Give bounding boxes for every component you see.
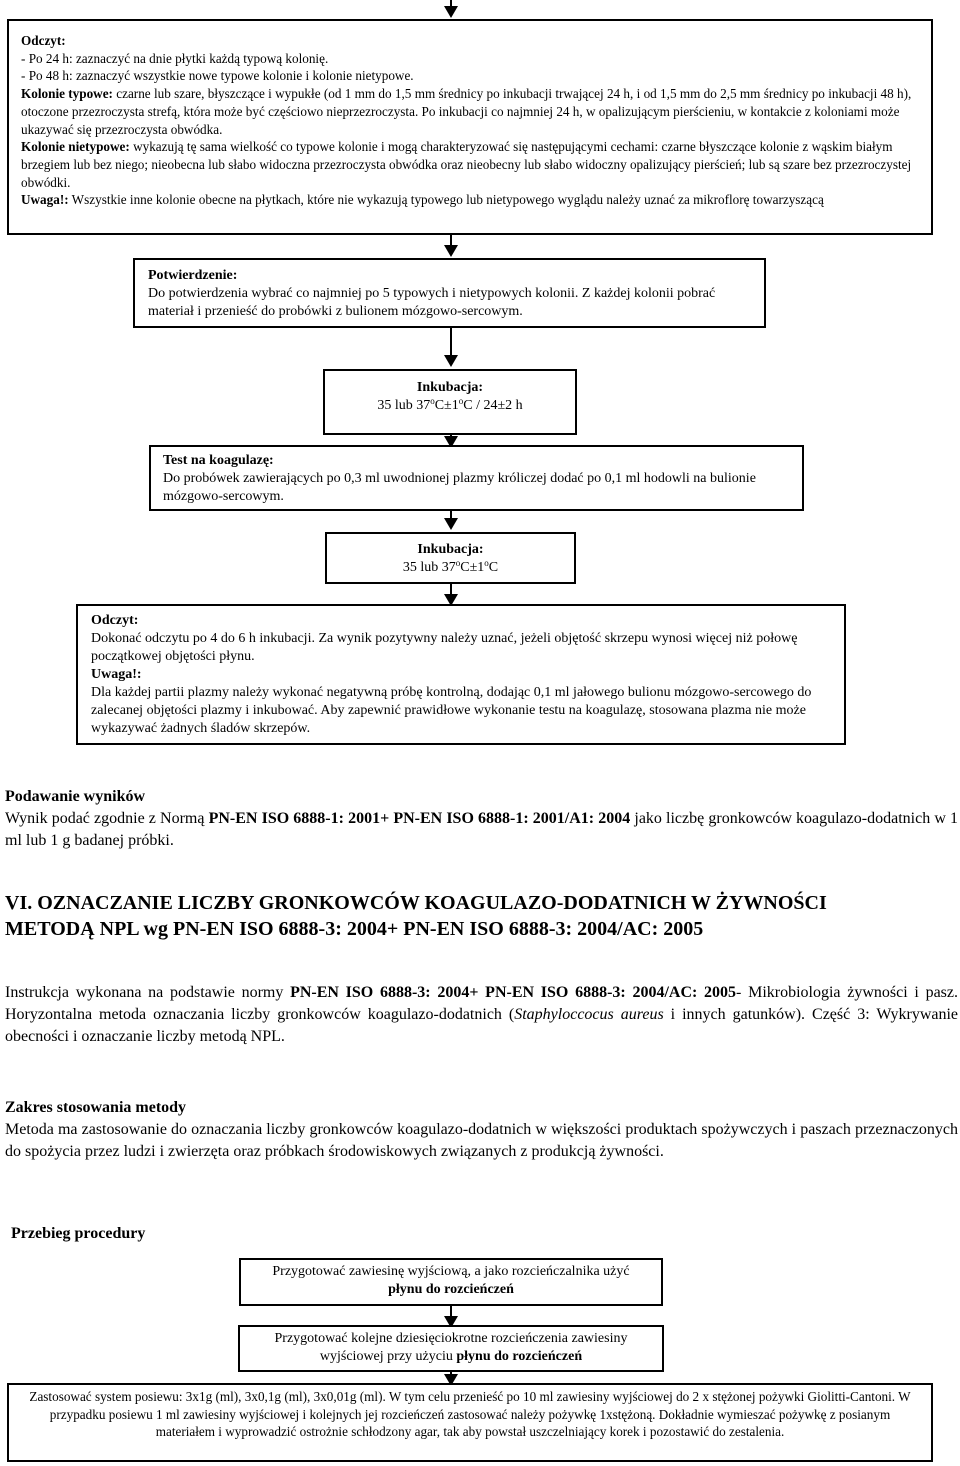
result-note-text: Dla każdej partii plazmy należy wykonać negatywną próbę kontrolną, dodając 0,1 ml jałowego bulionu mózgowo-sercowego do zalecanej objętości plazmy i inkubować. Aby zapewnić prawidłowe wykonanie testu na koagulazę, stosowana plazma nie może wykazywać żadnych śladów skrzepów. [91,685,812,736]
confirmation-text: Do potwierdzenia wybrać co najmniej po 5 typowych i nietypowych kolonii. Z każdej kolonii pobrać materiał i przenieść do probówki z bulionem mózgowo-sercowym. [148,286,716,319]
typical-colonies-text: czarne lub szare, błyszczące i wypukłe (od 1 mm do 1,5 mm średnicy po inkubacji trwającej 24 h, i od 1,5 mm do 2,5 mm średnicy po inkubacji 48 h), otoczone przezroczysta strefą, która może być częściowo nieprzezroczysta. Po inkubacji co najmniej 24 h, w opalizującym pierścieniu, w kontakcie z koloniami może ukazywać się przezroczysta obwódka. [21,86,912,137]
procedure-step-3 [7,1383,933,1462]
atypical-colonies-paragraph [21,138,921,191]
reading-line-48h: - Po 48 h: zaznaczyć wszystkie nowe typowe kolonie i kolonie nietypowe. [21,68,414,84]
arrow-icon [444,245,458,257]
arrow-icon [444,6,458,18]
procedure-step-2-text: Przygotować kolejne dziesięciokrotne rozcieńczenia zawiesiny wyjściowej przy użyciu płynu do rozcieńczeń [274,1331,628,1364]
note-label: Uwaga!: [21,192,69,208]
section-heading-line-2: METODĄ NPL wg PN-EN ISO 6888-3: 2004+ PN-EN ISO 6888-3: 2004/AC: 2005 [5,918,704,940]
incubation-box [323,369,577,435]
incubation-conditions: 35 lub $37^oC\pm 1^oC / 24\pm 2$ h [377,396,523,413]
incubation-heading: Inkubacja: [417,542,484,557]
scope-section [5,1097,958,1163]
procedure-step-1-bold: płynu do rozcieńczeń [388,1282,514,1297]
reading-box [7,19,933,235]
result-reading-heading: Odczyt: [91,613,139,628]
instruction-paragraph: Instrukcja wykonana na podstawie normy PN-EN ISO 6888-3: 2004+ PN-EN ISO 6888-3: 2004/AC: 2005- Mikrobiologia żywności i pasz. Horyzontalna metoda oznaczania liczby gronkowców koagulazo-dodatnich (Staphyloccocus aureus i innych gatunków). Część 3: Wykrywanie obecności i oznaczanie liczby metodą NPL. [5,984,959,1045]
section-heading [5,890,958,942]
reading-heading: Odczyt: [21,33,66,48]
results-paragraph: Wynik podać zgodnie z Normą PN-EN ISO 6888-1: 2001+ PN-EN ISO 6888-1: 2001/A1: 2004 jako liczbę gronkowców koagulazo-dodatnich w 1 ml lub 1 g badanej próbki. [5,810,958,849]
result-reading-text: Dokonać odczytu po 4 do 6 h inkubacji. Za wynik pozytywny należy uznać, jeżeli objętość skrzepu wynosi więcej niż połowę początkowej objętości płynu. [91,631,798,664]
atypical-colonies-label: Kolonie nietypowe: [21,139,130,155]
arrow-icon [444,518,458,530]
procedure-heading: Przebieg procedury [11,1225,146,1242]
arrow-icon [444,355,458,367]
incubation-conditions: 35 lub $37^oC\pm 1^oC$ [402,558,499,575]
scope-heading: Zakres stosowania metody [5,1099,187,1116]
results-heading: Podawanie wyników [5,788,146,805]
connector-line [450,328,452,358]
confirmation-box [133,258,766,328]
section-heading-line-1: VI. OZNACZANIE LICZBY GRONKOWCÓW KOAGULAZO-DODATNICH W ŻYWNOŚCI [5,892,827,914]
result-note-label: Uwaga!: [91,667,142,682]
note-text: Wszystkie inne kolonie obecne na płytkach, które nie wykazują typowego lub nietypowego wyglądu należy uznać za mikroflorę towarzyszącą [68,192,824,208]
incubation-heading: Inkubacja: [416,380,484,395]
coagulase-test-text: Do probówek zawierających po 0,3 ml uwodnionej plazmy króliczej dodać po 0,1 ml hodowli na bulionie mózgowo-sercowym. [163,471,756,504]
procedure-step-1 [239,1258,663,1306]
note-paragraph [21,191,921,209]
result-reading-box [76,604,846,745]
incubation-box-2 [325,532,576,584]
typical-colonies-label: Kolonie typowe: [21,86,113,102]
procedure-step-2 [238,1325,664,1372]
atypical-colonies-text: wykazują tę sama wielkość co typowe kolonie i mogą charakteryzować się następującymi cechami: czarne błyszczące kolonie z wąskim białym brzegiem lub bez niego; nieobecna lub słabo widoczna przezroczysta obwódka oraz nieobecny lub słabo widoczny opalizujący pierścień; lub są szare bez przezroczystej obwódki. [21,139,912,190]
procedure-step-1-text: Przygotować zawiesinę wyjściową, a jako rozcieńczalnika użyć [272,1264,630,1279]
results-section [5,786,958,852]
coagulase-test-heading: Test na koagulazę: [163,453,274,468]
confirmation-heading: Potwierdzenie: [148,268,238,283]
coagulase-test-box [149,445,804,511]
reading-line-24h: - Po 24 h: zaznaczyć na dnie płytki każdą typową kolonię. [21,50,329,66]
procedure-step-3-text: Zastosować system posiewu: 3x1g (ml), 3x0,1g (ml), 3x0,01g (ml). W tym celu przenieść po 10 ml zawiesiny wyjściowej do 2 x stężonej pożywki Giolitti-Cantoni. W przypadku posiewu 1 ml zawiesiny wyjściowej i kolejnych jej rozcieńczeń zastosować należy pożywkę 1xstężoną. Dokładnie wymieszać pożywkę z posianym materiałem i wyprowadzić ostrożnie schłodzony agar, tak aby powstał uszczelniający korek i pozostawić do zestalenia. [29,1389,911,1440]
typical-colonies-paragraph [21,85,921,138]
scope-text: Metoda ma zastosowanie do oznaczania liczby gronkowców koagulazo-dodatnich w większości produktach spożywczych i paszach przeznaczonych do spożycia przez ludzi i zwierzęta oraz próbkach środowiskowych związanych z produkcją żywności. [5,1121,958,1160]
